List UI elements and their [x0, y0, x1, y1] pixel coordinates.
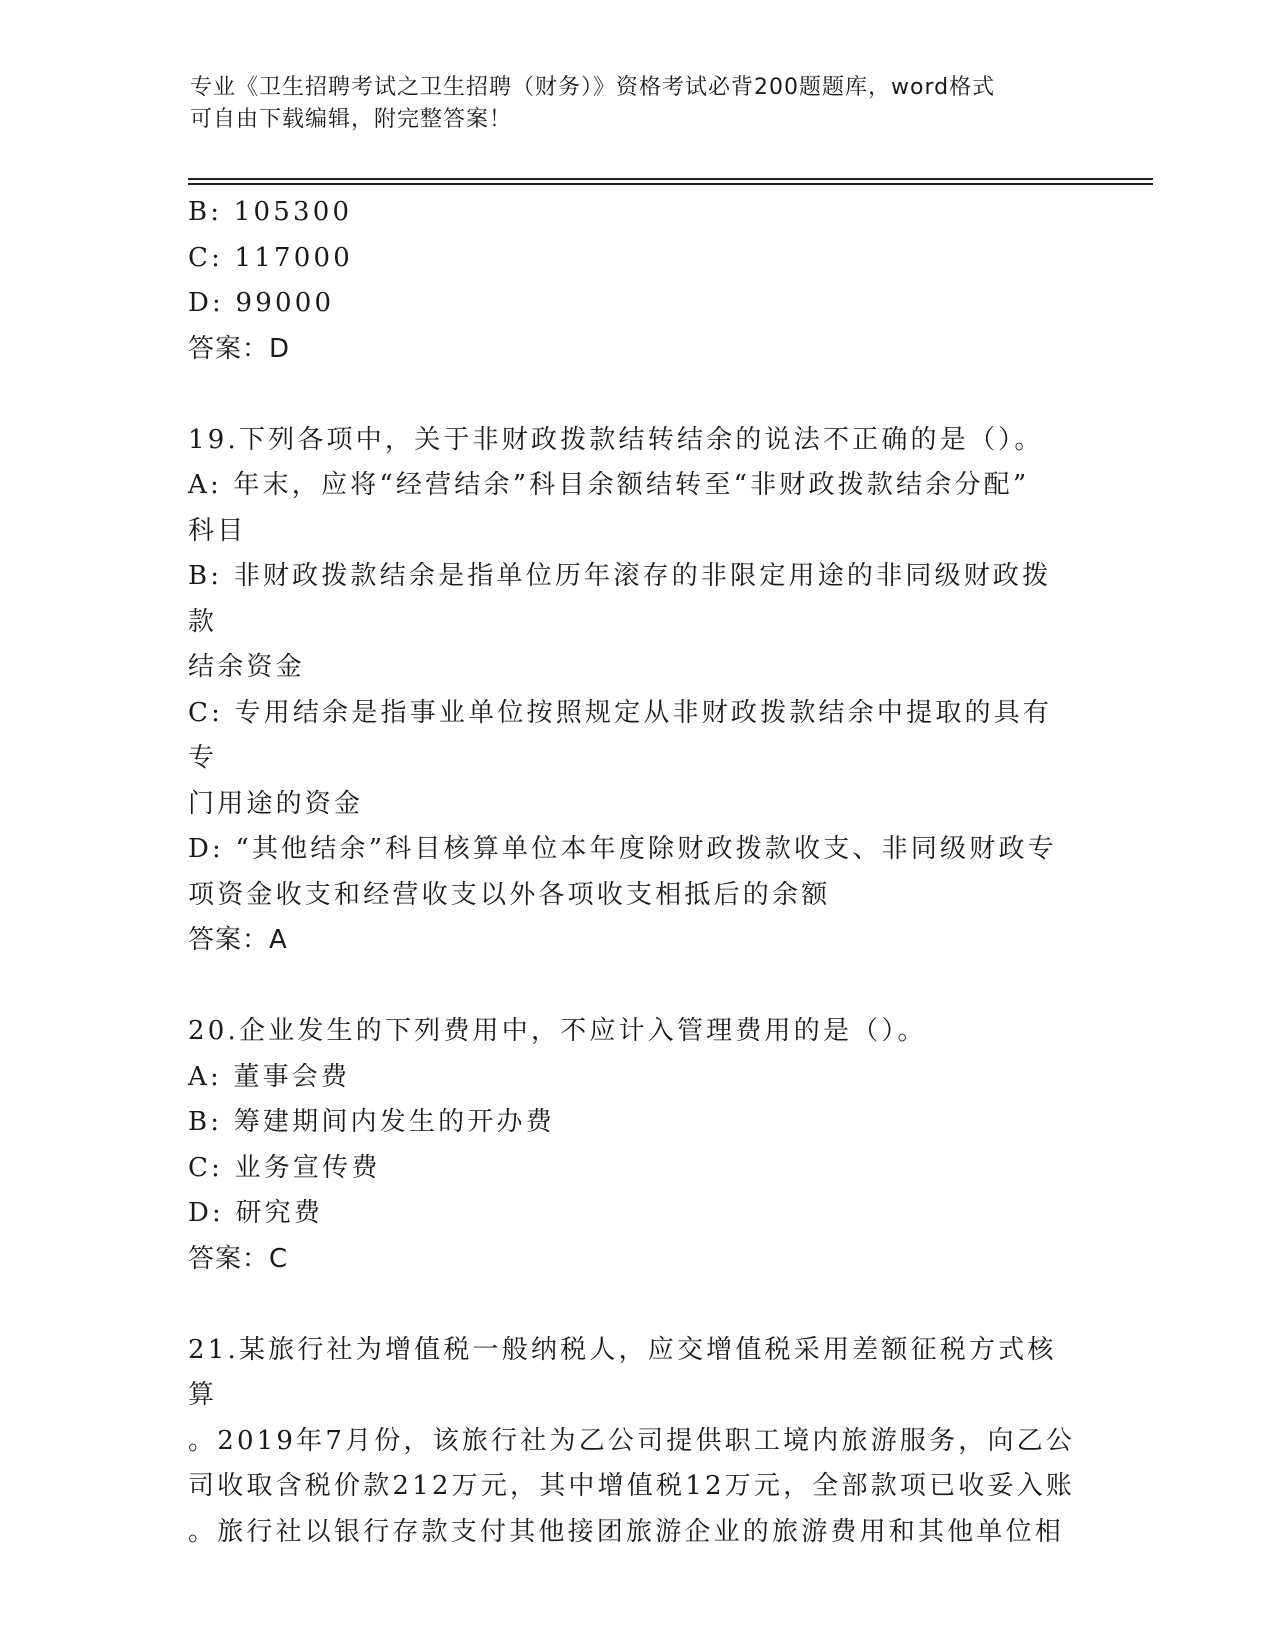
question-content	[188, 190, 1078, 1555]
q19-stem: 19.下列各项中，关于非财政拨款结转结余的说法不正确的是（）。	[188, 424, 1044, 455]
q21-stem-line-4: 。旅行社以银行存款支付其他接团旅游企业的旅游费用和其他单位相	[188, 1516, 1065, 1547]
q19-option-b-line-2: 结余资金	[188, 652, 305, 682]
q21-stem-line-3: 司收取含税价款212万元，其中增值税12万元，全部款项已收妥入账	[188, 1471, 1076, 1501]
q18-option-c: C: 117000	[188, 242, 353, 273]
question-19	[188, 418, 1078, 964]
header-line-2: 可自由下载编辑，附完整答案！	[190, 107, 513, 132]
q19-option-d-line-1: D: “其他结余”科目核算单位本年度除财政拨款收支、非同级财政专	[188, 834, 1057, 864]
q21-stem-line-1: 21.某旅行社为增值税一般纳税人，应交增值税采用差额征税方式核算	[188, 1334, 1057, 1410]
q20-stem: 20.企业发生的下列费用中，不应计入管理费用的是（）。	[188, 1016, 927, 1046]
q19-option-c-line-2: 门用途的资金	[188, 788, 364, 819]
header-divider-top	[188, 178, 1153, 180]
q20-answer: 答案：C	[188, 1243, 289, 1274]
q18-option-d: D: 99000	[188, 288, 335, 318]
q21-stem-line-2: 。2019年7月份，该旅行社为乙公司提供职工境内旅游服务，向乙公	[188, 1425, 1076, 1456]
q20-option-a: A: 董事会费	[188, 1061, 351, 1092]
q19-option-a-line-2: 科目	[188, 515, 247, 546]
document-header	[190, 72, 1070, 136]
question-20	[188, 1009, 1078, 1282]
q19-option-a-line-1: A: 年末，应将“经营结余”科目余额结转至“非财政拨款结余分配”	[188, 470, 1030, 500]
q19-option-d-line-2: 项资金收支和经营收支以外各项收支相抵后的余额	[188, 879, 831, 910]
q18-option-b: B: 105300	[188, 197, 353, 227]
header-divider-bottom	[188, 183, 1153, 185]
q19-option-c-line-1: C: 专用结余是指事业单位按照规定从非财政拨款结余中提取的具有专	[188, 697, 1053, 773]
spacer	[188, 1282, 1078, 1328]
q20-option-c: C: 业务宣传费	[188, 1152, 381, 1183]
q20-option-b: B: 筹建期间内发生的开办费	[188, 1107, 555, 1137]
q20-option-d: D: 研究费	[188, 1198, 324, 1228]
question-18-fragment	[188, 190, 1078, 372]
spacer	[188, 964, 1078, 1010]
spacer	[188, 372, 1078, 418]
q19-answer: 答案：A	[188, 925, 288, 955]
q18-answer: 答案：D	[188, 333, 291, 364]
header-line-1: 专业《卫生招聘考试之卫生招聘（财务）》资格考试必背200题题库，word格式	[190, 75, 996, 100]
question-21	[188, 1328, 1078, 1556]
q19-option-b-line-1: B: 非财政拨款结余是指单位历年滚存的非限定用途的非同级财政拨款	[188, 561, 1052, 637]
